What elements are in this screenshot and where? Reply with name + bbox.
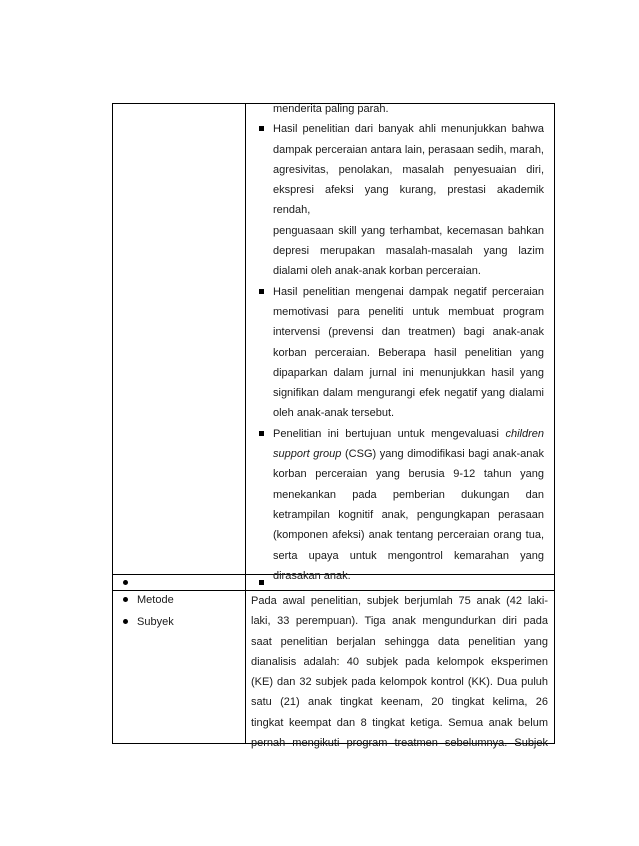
metode-label: Metode <box>137 594 174 606</box>
column-divider <box>245 103 246 743</box>
bullet-text-line: support group (CSG) yang dimodifikasi bagi anak-anak <box>273 448 545 461</box>
bullet-text-line: serta upaya untuk mengontrol kemarahan yang <box>273 549 544 562</box>
paragraph-line: pernah mengikuti program treatmen sebelumnya. Subjek <box>251 737 548 750</box>
round-bullet-icon <box>123 580 128 585</box>
subject-description-cell <box>251 591 548 753</box>
bullet-text-line: korban perceraian yang berusia 9-12 tahun yang <box>273 468 544 481</box>
bullet-text-line: dipaparkan dalam jurnal ini menunjukkan hasil yang <box>273 366 544 379</box>
bullet-text-line: (komponen afeksi) anak tentang perceraian orang tua, <box>273 529 544 542</box>
bullet-text-line: ekspresi afeksi yang kurang, prestasi akademik rendah, <box>273 184 544 217</box>
paragraph-line: (KE) dan 32 subjek pada kelompok kontrol (KK). Dua puluh <box>251 676 548 689</box>
square-bullet-icon <box>259 289 264 294</box>
bullet-text-line: Hasil penelitian dari banyak ahli menunjukkan bahwa <box>273 123 544 136</box>
paragraph-line: tingkat keempat dan 8 tingkat ketiga. Semua anak belum <box>251 716 548 729</box>
bullet-text-line: korban perceraian. Beberapa hasil penelitian yang <box>273 346 544 359</box>
bullet-text-line: memotivasi para peneliti untuk membuat program <box>273 305 544 318</box>
paragraph-line: dianalisis adalah: 40 subjek pada kelompok eksperimen <box>251 655 548 668</box>
bullet-item-1 <box>257 119 544 281</box>
bullet-text-line: dirasakan anak. <box>273 569 351 582</box>
square-bullet-icon <box>259 126 264 131</box>
paragraph-line: satu (21) anak tingkat keenam, 20 tingkat kelima, 26 <box>251 696 548 709</box>
bullet-text-line: menekankan pada pemberian dukungan dan <box>273 488 544 501</box>
bullet-text-line: depresi merupakan masalah-masalah yang lazim <box>273 245 544 258</box>
bullet-text-line: ketrampilan kognitif anak, pengungkapan perasaan <box>273 508 544 521</box>
paragraph-line: saat penelitian berjalan sehingga data penelitian yang <box>251 635 548 648</box>
bullet-text-line: dialami oleh anak-anak korban perceraian. <box>273 265 481 278</box>
continuation-text: menderita paling parah. <box>273 103 389 115</box>
bullet-text-line: penguasaan skill yang terhambat, kecemasan bahkan <box>273 224 544 237</box>
bullet-text-line: Hasil penelitian mengenai dampak negatif perceraian <box>273 285 544 298</box>
methods-table <box>112 103 555 750</box>
bullet-text-line: intervensi (prevensi dan treatmen) bagi anak-anak <box>273 326 544 339</box>
summary-cell <box>257 99 544 586</box>
round-bullet-icon <box>123 597 128 602</box>
bullet-text-line: oleh anak-anak tersebut. <box>273 407 395 420</box>
bullet-item-2 <box>257 282 544 424</box>
bullet-text-line: Penelitian ini bertujuan untuk mengevaluasi children <box>273 427 544 440</box>
bullet-text-line: dampak perceraian antara lain, perasaan sedih, marah, <box>273 143 544 156</box>
bullet-text-line: agresivitas, penolakan, masalah penyesuaian diri, <box>273 163 544 176</box>
round-bullet-icon <box>123 619 128 624</box>
subyek-label: Subyek <box>137 616 174 628</box>
square-bullet-icon <box>259 431 264 436</box>
paragraph-line: Pada awal penelitian, subjek berjumlah 75 anak (42 laki- <box>251 595 548 607</box>
bullet-text-line: signifikan dalam mengurangi efek negatif yang dialami <box>273 387 544 400</box>
bullet-item-3 <box>257 424 544 586</box>
paragraph-line: laki, 33 perempuan). Tiga anak mengundurkan diri pada <box>251 615 548 628</box>
square-bullet-icon <box>259 580 264 585</box>
